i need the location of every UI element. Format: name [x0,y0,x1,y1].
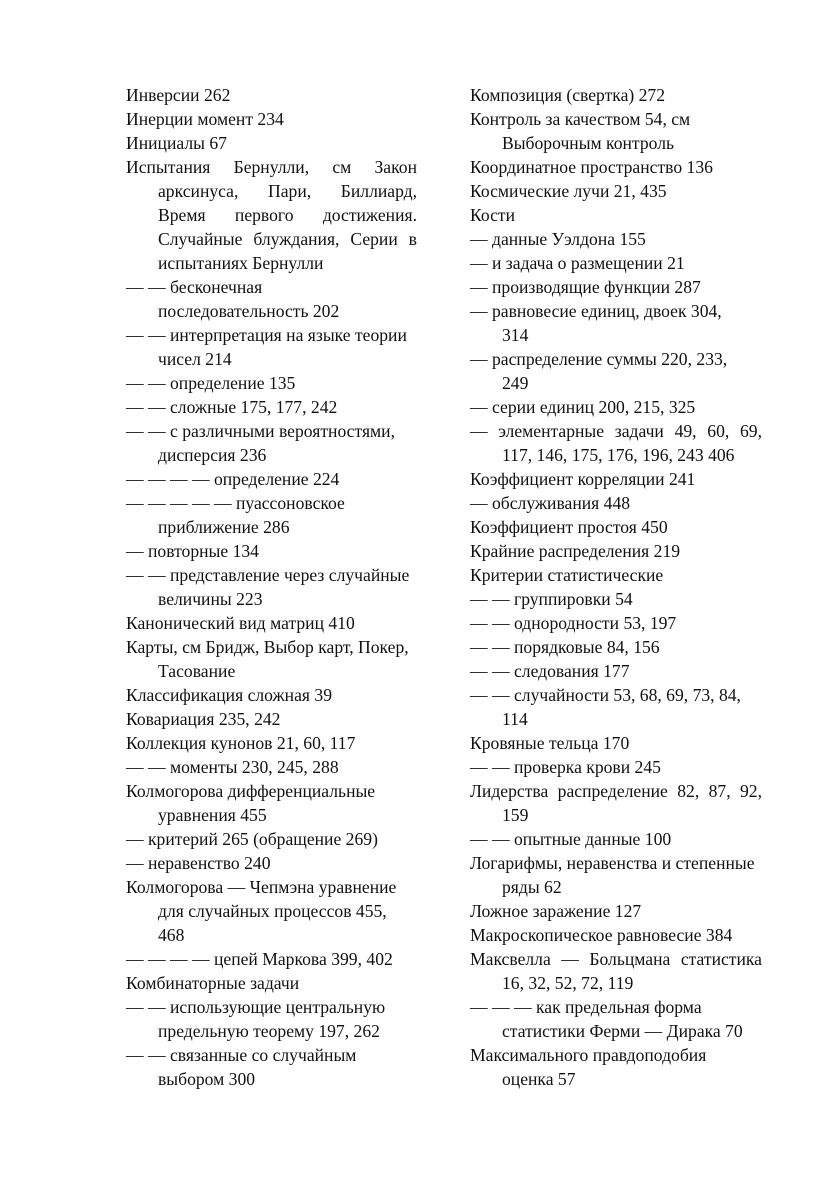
index-entry-line: Инерции момент 234 [126,109,284,129]
index-entry-line: — данные Уэлдона 155 [470,229,646,249]
index-entry [126,731,417,755]
index-entry [126,875,417,947]
index-entry-line: — — следования 177 [470,661,630,681]
index-entry-continuation: предельную теорему 197, 262 [158,1021,380,1041]
index-entry-line: Кровяные тельца 170 [470,733,630,753]
index-entry-line: Крайние распределения 219 [470,541,681,561]
index-entry [126,323,417,371]
index-entry-line: Классификация сложная 39 [126,685,332,705]
index-entry-continuation: арксинуса, Пари, Биллиард, [158,181,417,201]
index-entry-continuation: 117, 146, 175, 176, 196, 243 406 [502,445,735,465]
index-entry [470,827,762,851]
index-entry [126,371,417,395]
index-entry [126,779,417,827]
index-entry-line: Коллекция кунонов 21, 60, 117 [126,733,356,753]
index-entry-line: — — — — определение 224 [126,469,340,489]
index-entry [126,707,417,731]
index-entry-line: — — моменты 230, 245, 288 [126,757,339,777]
index-entry-continuation: 249 [502,373,529,393]
index-entry-line: Контроль за качеством 54, см [470,109,691,129]
index-entry-line: Испытания Бернулли, см Закон [126,157,417,177]
index-entry-line: Ковариация 235, 242 [126,709,281,729]
index-entry-line: Критерии статистические [470,565,664,585]
index-entry-line: — — опытные данные 100 [470,829,672,849]
index-entry [126,851,417,875]
index-entry-line: — равновесие единиц, двоек 304, [470,301,722,321]
index-entry [126,131,417,155]
index-entry-line: Комбинаторные задачи [126,973,300,993]
index-entry [470,107,762,155]
index-entry [126,491,417,539]
index-entry-line: — — проверка крови 245 [470,757,661,777]
index-entry-line: — — связанные со случайным [126,1045,357,1065]
index-entry [126,275,417,323]
index-entry-line: — — с различными вероятностями, [126,421,395,441]
index-entry-line: — и задача о размещении 21 [470,253,685,273]
index-entry [126,947,417,971]
index-entry [470,203,762,227]
index-entry-line: Коэффициент корреляции 241 [470,469,696,489]
index-column-right [470,83,762,1091]
index-entry [126,467,417,491]
index-entry [470,83,762,107]
index-entry-line: Карты, см Бридж, Выбор карт, Покер, [126,637,409,657]
index-entry-continuation: Тасование [158,661,236,681]
index-entry-continuation: 314 [502,325,529,345]
index-entry-line: — — — — цепей Маркова 399, 402 [126,949,393,969]
index-entry-continuation: величины 223 [158,589,263,609]
index-entry-line: Космические лучи 21, 435 [470,181,667,201]
index-entry [126,83,417,107]
index-entry [126,635,417,683]
index-entry-line: — — использующие центральную [126,997,386,1017]
index-entry [126,1043,417,1091]
index-entry [126,971,417,995]
index-entry-line: Коэффициент простоя 450 [470,517,668,537]
index-entry-line: — критерий 265 (обращение 269) [126,829,378,849]
index-entry-continuation: 16, 32, 52, 72, 119 [502,973,634,993]
index-entry-continuation: Случайные блуждания, Серии в [158,229,417,249]
index-entry-line: Композиция (свертка) 272 [470,85,666,105]
index-entry-line: Максимального правдоподобия [470,1045,707,1065]
index-entry-line: Макроскопическое равновесие 384 [470,925,733,945]
index-entry-continuation: 114 [502,709,528,729]
index-entry-line: — — однородности 53, 197 [470,613,677,633]
index-column-left [126,83,417,1091]
index-entry [470,755,762,779]
index-entry-continuation: испытаниях Бернулли [158,253,324,273]
index-entry [470,731,762,755]
index-entry-continuation: статистики Ферми — Дирака 70 [502,1021,743,1041]
index-entry [126,539,417,563]
index-entry-line: — — определение 135 [126,373,296,393]
index-entry-continuation: оценка 57 [502,1069,576,1089]
index-entry-line: Канонический вид матриц 410 [126,613,355,633]
index-entry [470,155,762,179]
index-entry [470,179,762,203]
index-entry [470,419,762,467]
index-entry [126,995,417,1043]
index-entry [470,227,762,251]
index-entry-line: Лидерства распределение 82, 87, 92, [470,781,762,801]
index-entry [470,683,762,731]
index-entry-line: — повторные 134 [126,541,259,561]
index-entry-line: — — бесконечная [126,277,263,297]
index-entry [470,947,762,995]
index-entry-line: Ложное заражение 127 [470,901,642,921]
index-entry [470,467,762,491]
index-entry [470,299,762,347]
index-entry [470,1043,762,1091]
index-entry [470,491,762,515]
index-entry [470,515,762,539]
index-entry-line: Инверсии 262 [126,85,231,105]
index-entry [470,899,762,923]
index-entry [470,635,762,659]
index-entry-continuation: 468 [158,925,185,945]
index-entry [126,611,417,635]
index-entry-continuation: чисел 214 [158,349,232,369]
index-entry [470,251,762,275]
index-entry [470,611,762,635]
index-entry-line: Колмогорова — Чепмэна уравнение [126,877,397,897]
index-entry [126,395,417,419]
index-entry [126,683,417,707]
index-entry [126,755,417,779]
index-entry-line: — элементарные задачи 49, 60, 69, [470,421,762,441]
index-entry-continuation: дисперсия 236 [158,445,267,465]
index-entry-continuation: приближение 286 [158,517,290,537]
index-entry-line: Координатное пространство 136 [470,157,713,177]
index-entry-line: — неравенство 240 [126,853,271,873]
index-entry [470,395,762,419]
index-entry-continuation: уравнения 455 [158,805,267,825]
index-entry [126,563,417,611]
index-entry-line: Колмогорова дифференциальные [126,781,376,801]
index-entry [470,779,762,827]
index-entry-continuation: последовательность 202 [158,301,340,321]
index-entry-line: — — представление через случайные [126,565,410,585]
index-entry-line: — — сложные 175, 177, 242 [126,397,338,417]
index-entry-line: Инициалы 67 [126,133,227,153]
index-entry-line: — — интерпретация на языке теории [126,325,407,345]
index-entry-continuation: для случайных процессов 455, [158,901,387,921]
index-entry-continuation: Время первого достижения. [158,205,417,225]
index-entry-line: Максвелла — Больцмана статистика [470,949,762,969]
index-entry [470,563,762,587]
index-entry-continuation: выбором 300 [158,1069,256,1089]
index-entry [126,155,417,275]
index-entry-line: — — — — — пуассоновское [126,493,345,513]
index-entry [470,587,762,611]
index-entry [470,851,762,899]
index-entry [470,539,762,563]
index-entry-line: — — случайности 53, 68, 69, 73, 84, [470,685,741,705]
index-entry [470,995,762,1043]
index-entry-line: — — группировки 54 [470,589,633,609]
index-entry-continuation: 159 [502,805,529,825]
index-entry-continuation: ряды 62 [502,877,562,897]
index-entry-line: Логарифмы, неравенства и степенные [470,853,755,873]
index-entry [126,419,417,467]
index-entry-line: — — — как предельная форма [470,997,702,1017]
index-entry-line: — серии единиц 200, 215, 325 [470,397,696,417]
index-entry-line: — обслуживания 448 [470,493,631,513]
index-entry-continuation: Выборочным контроль [502,133,674,153]
index-entry [470,347,762,395]
index-entry-line: — производящие функции 287 [470,277,701,297]
index-entry [126,107,417,131]
index-entry-line: Кости [470,205,516,225]
index-entry [126,827,417,851]
index-entry-line: — — порядковые 84, 156 [470,637,660,657]
index-entry [470,275,762,299]
index-entry-line: — распределение суммы 220, 233, [470,349,728,369]
index-entry [470,923,762,947]
index-entry [470,659,762,683]
